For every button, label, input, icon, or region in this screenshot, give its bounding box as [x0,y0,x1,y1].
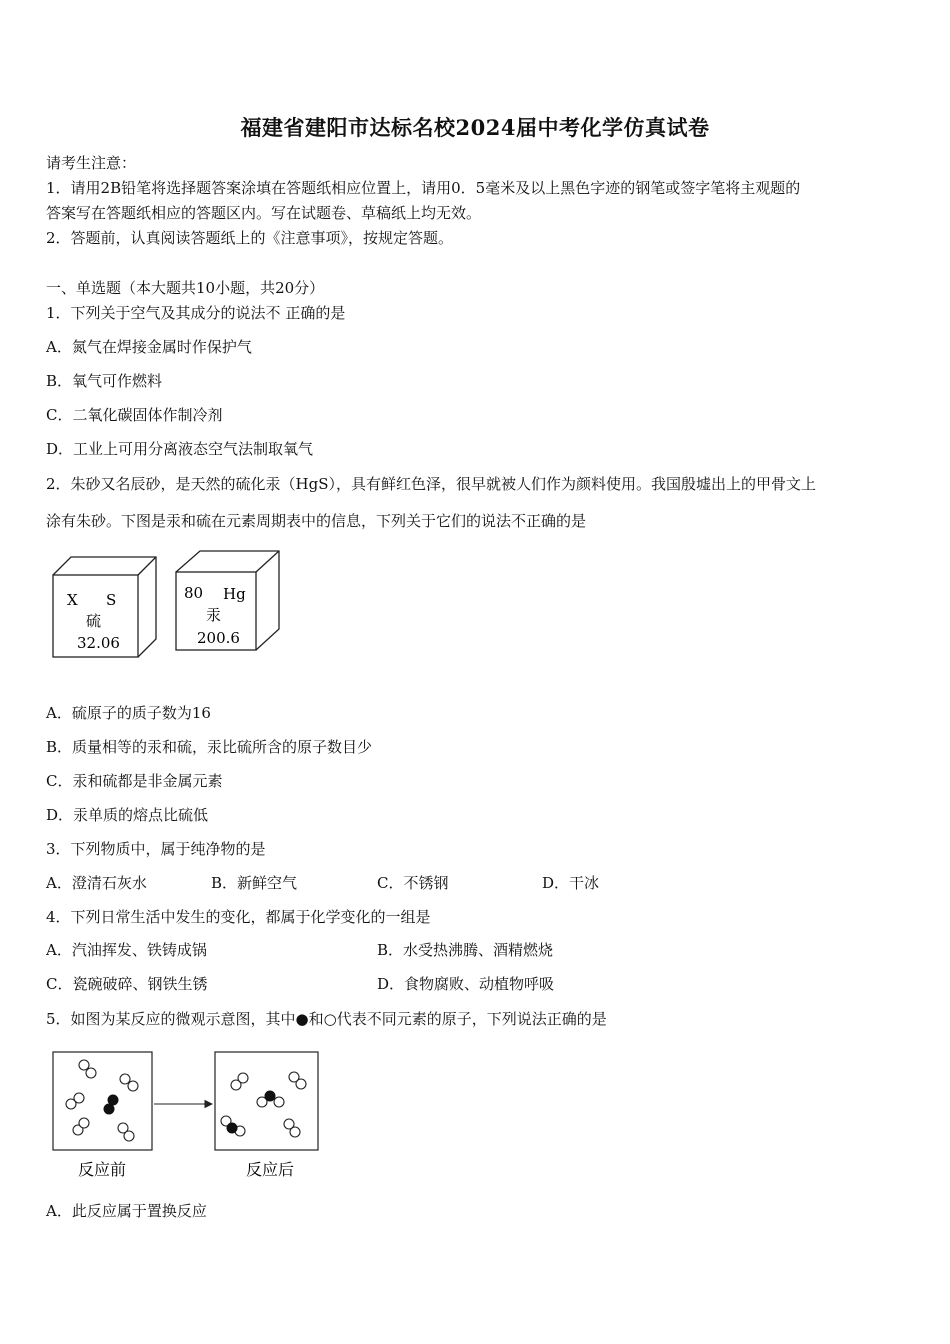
q4-option-c: C．瓷碗破碎、钢铁生锈 [46,975,208,993]
q1-option-b: B．氧气可作燃料 [46,372,163,390]
q2-option-a: A．硫原子的质子数为16 [46,704,211,722]
q4-option-d: D．食物腐败、动植物呼吸 [377,975,555,993]
before-molecules [66,1060,138,1141]
notice-line-1-cont: 答案写在答题纸相应的答题区内。写在试题卷、草稿纸上均无效。 [46,204,482,222]
q1-stem: 1．下列关于空气及其成分的说法不 正确的是 [46,304,346,322]
q5-option-a: A．此反应属于置换反应 [46,1202,207,1220]
q3-stem: 3．下列物质中，属于纯净物的是 [46,840,266,858]
q5-stem: 5．如图为某反应的微观示意图，其中●和○代表不同元素的原子，下列说法正确的是 [46,1010,607,1028]
mercury-atomic-mass: 200.6 [197,629,240,647]
mercury-name: 汞 [206,606,222,624]
q4-option-a: A．汽油挥发、铁铸成锅 [46,941,207,959]
page-title: 福建省建阳市达标名校2024届中考化学仿真试卷 [240,115,710,140]
q2-stem-line-1: 2．朱砂又名辰砂，是天然的硫化汞（HgS），具有鲜红色泽，很早就被人们作为颜料使用。我国殷墟出上的甲骨文上 [46,475,817,493]
sulfur-symbol: S [106,591,117,609]
sulfur-name: 硫 [86,612,102,630]
q2-option-b: B．质量相等的汞和硫，汞比硫所含的原子数目少 [46,738,373,756]
before-dark-molecule [104,1095,118,1114]
label-after-reaction: 反应后 [246,1160,295,1179]
q2-option-d: D．汞单质的熔点比硫低 [46,806,209,824]
notice-line-2: 2．答题前，认真阅读答题纸上的《注意事项》，按规定答题。 [46,229,454,247]
q4-option-b: B．水受热沸腾、酒精燃烧 [377,941,554,959]
notice-line-1: 1．请用2B铅笔将选择题答案涂填在答题纸相应位置上，请用0．5毫米及以上黑色字迹的钢笔或签字笔将主观题的 [46,179,801,197]
q2-stem-line-2: 涂有朱砂。下图是汞和硫在元素周期表中的信息，下列关于它们的说法不正确的是 [46,512,587,530]
reaction-diagram-figure [50,1048,325,1183]
notice-heading: 请考生注意： [46,154,137,172]
q1-option-a: A．氮气在焊接金属时作保护气 [46,338,252,356]
after-dark-atoms [227,1091,275,1133]
q4-stem: 4．下列日常生活中发生的变化，都属于化学变化的一组是 [46,908,431,926]
q3-option-d: D．干冰 [542,874,600,892]
periodic-table-cells-figure [50,548,290,663]
q3-option-c: C．不锈钢 [377,874,449,892]
section-heading: 一、单选题（本大题共10小题，共20分） [46,279,325,297]
mercury-symbol: Hg [223,585,246,603]
q3-option-a: A．澄清石灰水 [46,874,147,892]
sulfur-atomic-mass: 32.06 [77,634,120,652]
mercury-atomic-number: 80 [184,584,204,602]
q1-option-c: C．二氧化碳固体作制冷剂 [46,406,223,424]
q3-option-b: B．新鲜空气 [211,874,298,892]
label-before-reaction: 反应前 [78,1160,127,1179]
q1-option-d: D．工业上可用分离液态空气法制取氧气 [46,440,314,458]
q2-option-c: C．汞和硫都是非金属元素 [46,772,223,790]
sulfur-atomic-number: X [67,591,78,609]
